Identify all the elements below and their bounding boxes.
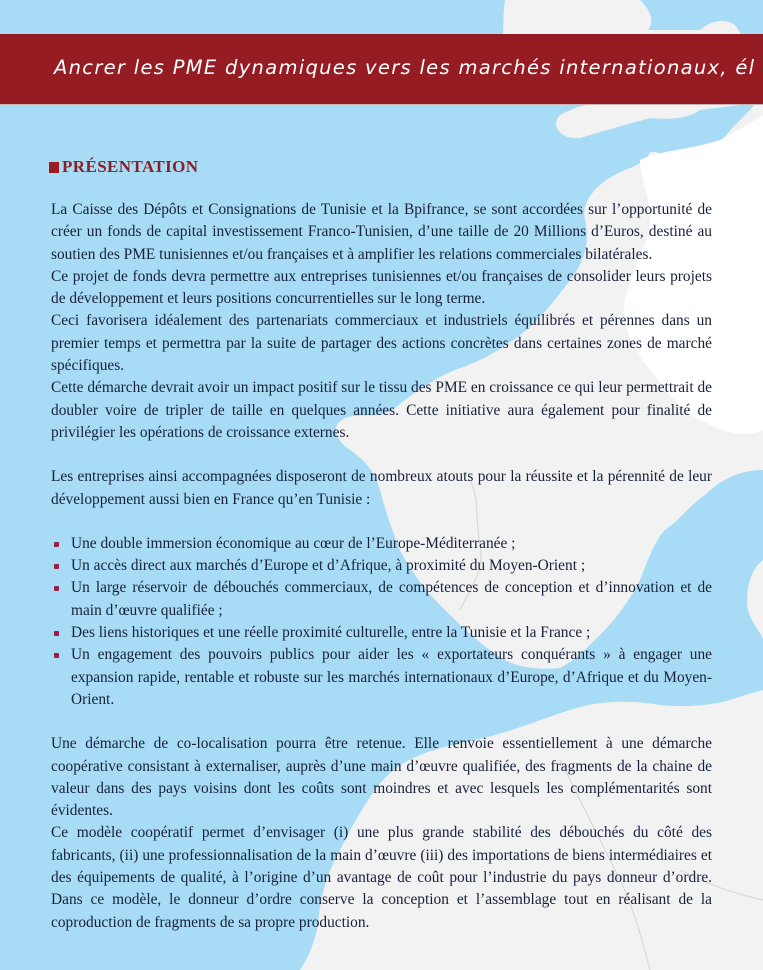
bullet-icon [54, 564, 59, 569]
paragraph: Cette démarche devrait avoir un impact positif sur le tissu des PME en croissance ce qui leur permettrait de doubler voire de tripler de taille en quelques années. Cette initiative aura également pour finalité de privilégier les opérations de croissance externes. [51, 379, 712, 441]
list-item-text: Un accès direct aux marchés d’Europe et d’Afrique, à proximité du Moyen-Orient ; [71, 557, 586, 575]
spacer [51, 444, 712, 466]
list-item [51, 577, 712, 622]
spacer [51, 511, 712, 533]
paragraph: Une démarche de co-localisation pourra être retenue. Elle renvoie essentiellement à une démarche coopérative consistant à externaliser, auprès d’une main d’œuvre qualifiée, des fragments de la chaine de valeur dans des pays voisins dont les coûts sont moindres et avec lesquels les complémentarités sont évidentes. [51, 735, 712, 820]
bullet-icon [54, 586, 59, 591]
paragraph: Les entreprises ainsi accompagnées disposeront de nombreux atouts pour la réussite et la pérennité de leur développement aussi bien en France qu’en Tunisie : [51, 468, 712, 508]
document-body [51, 199, 712, 934]
bullet-icon [54, 631, 59, 636]
advantages-list [51, 533, 712, 711]
list-item-text: Un large réservoir de débouchés commerciaux, de compétences de conception et d’innovation et de main d’œuvre qualifiée ; [71, 579, 712, 619]
bullet-icon [54, 542, 59, 547]
list-item [51, 533, 712, 555]
bullet-icon [54, 653, 59, 658]
paragraph: La Caisse des Dépôts et Consignations de Tunisie et la Bpifrance, se sont accordées sur l’opportunité de créer un fonds de capital investissement Franco-Tunisien, d’une taille de 20 Millions d’Euros, destiné au soutien des PME tunisiennes et/ou françaises et à amplifier les relations commerciales bilatérales. [51, 201, 712, 263]
section-heading [49, 157, 198, 177]
paragraph: Ceci favorisera idéalement des partenariats commerciaux et industriels équilibrés et pérennes dans un premier temps et permettra par la suite de partager des actions concrètes dans certaines zones de marché spécifiques. [51, 312, 712, 375]
paragraph: Ce modèle coopératif permet d’envisager (i) une plus grande stabilité des débouchés du côté des fabricants, (ii) une professionnalisation de la main d’œuvre (iii) des importations de biens intermédiaires et des équipements de qualité, à l’origine d’un avantage de coût pour l’industrie du pays donneur d’ordre. Dans ce modèle, le donneur d’ordre conserve la conception et l’assemblage tout en réalisant de la coproduction de fragments de sa propre production. [51, 824, 712, 931]
list-item-text: Des liens historiques et une réelle proximité culturelle, entre la Tunisie et la France ; [71, 624, 591, 642]
header-banner [0, 34, 763, 104]
section-title: PRÉSENTATION [62, 157, 199, 176]
list-item-text: Un engagement des pouvoirs publics pour aider les « exportateurs conquérants » à engager une expansion rapide, rentable et robuste sur les marchés internationaux d’Europe, d’Afrique et du Moyen-Orient. [71, 646, 712, 708]
list-item [51, 644, 712, 711]
banner-slogan: Ancrer les PME dynamiques vers les marchés internationaux, él [54, 56, 756, 79]
list-item [51, 622, 712, 644]
list-item-text: Une double immersion économique au cœur de l’Europe-Méditerranée ; [71, 534, 516, 552]
spacer [51, 711, 712, 733]
paragraph: Ce projet de fonds devra permettre aux entreprises tunisiennes et/ou françaises de consolider leurs projets de développement et leurs positions concurrentielles sur le long terme. [51, 267, 712, 308]
list-item [51, 555, 712, 577]
square-bullet-icon [49, 162, 59, 173]
